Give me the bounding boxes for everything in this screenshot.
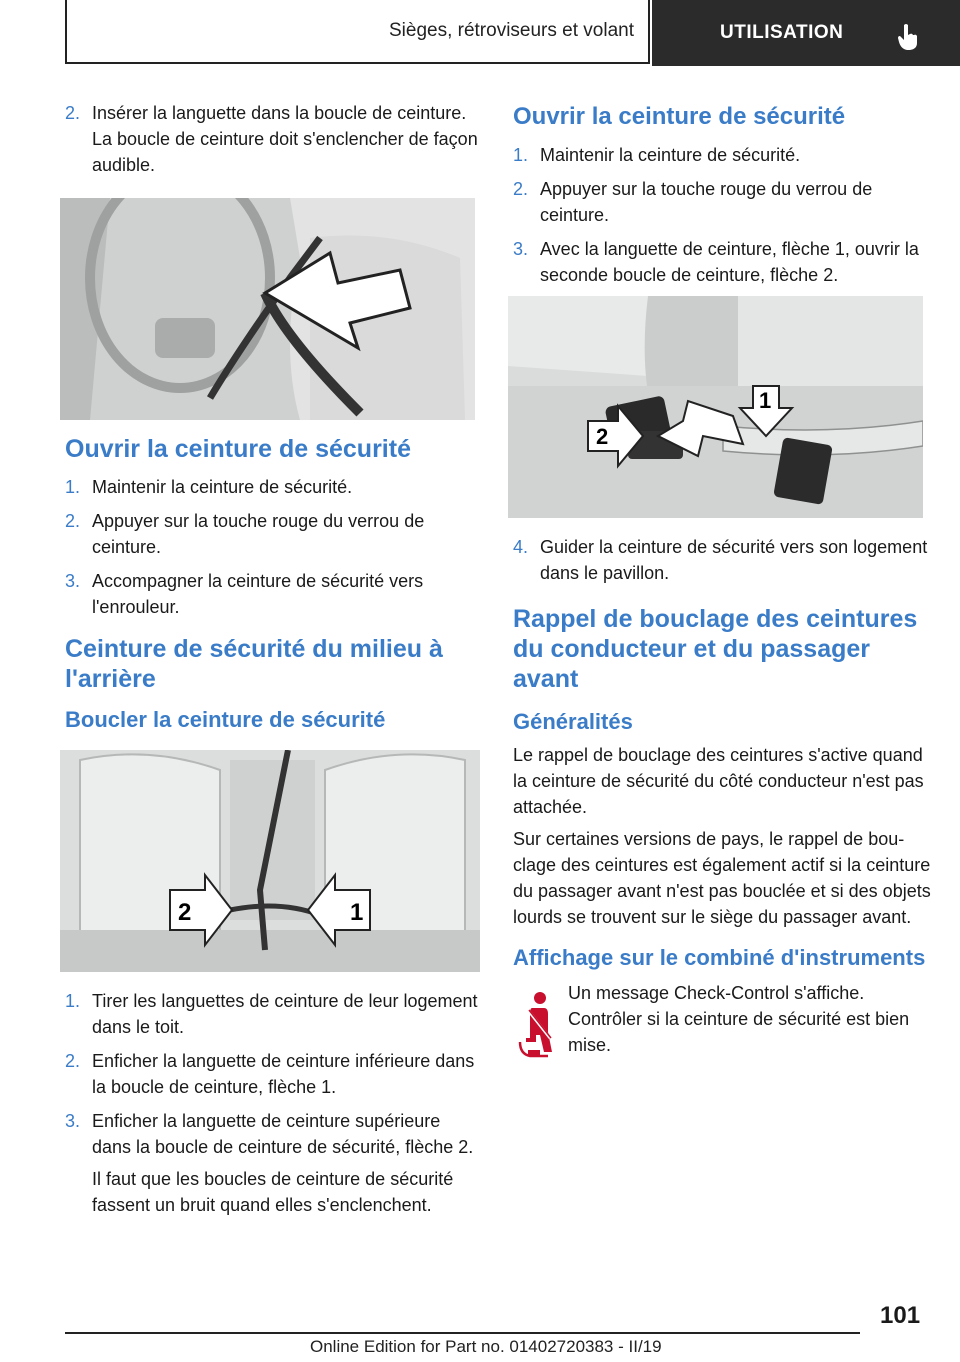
illustration-front-seat [60, 198, 475, 420]
step-text: Enficher la languette de ceinture inférieure dans la boucle de ceinture, flèche 1. [92, 1051, 475, 1097]
step-number: 1. [65, 477, 81, 497]
step-text: Insérer la languette dans la boucle de ceinture. La boucle de ceinture doit s'enclencher de façon audible. [92, 103, 478, 175]
list-item [508, 176, 933, 228]
step-number: 2. [65, 511, 81, 531]
step-number: 1. [65, 991, 81, 1011]
fasten-steps-list [60, 988, 480, 1218]
left-column [60, 100, 480, 1224]
open-steps-list-right [508, 142, 933, 288]
step-text: Avec la languette de ceinture, flèche 1, ouvrir la seconde boucle de ceinture, flèche 2. [540, 239, 919, 285]
step-number: 2. [65, 1051, 81, 1071]
step-text: Enficher la languette de ceinture supérieure dans la boucle de ceinture de sécurité, flèche 2. [92, 1111, 474, 1157]
chapter-tab [652, 0, 960, 66]
step-text: Appuyer sur la touche rouge du verrou de ceinture. [540, 179, 873, 225]
step-text: Guider la ceinture de sécurité vers son logement dans le pavillon. [540, 537, 928, 583]
list-item [60, 1108, 480, 1160]
step-text: Appuyer sur la touche rouge du verrou de ceinture. [92, 511, 425, 557]
heading-open-belt-right: Ouvrir la ceinture de sécurité [513, 103, 846, 130]
general-paragraph-2: Sur certaines versions de pays, le rappel de bouclage des ceintures est également actif si la ceinture du passager avant n'est pas bouclée et si des objets lourds se trouvent sur le siège du passager avant. [513, 829, 931, 927]
photo-rear-seats [60, 750, 480, 972]
illustration-rear-seats [60, 750, 480, 972]
list-item [60, 474, 480, 500]
page-number: 101 [880, 1302, 921, 1329]
step-text: Tirer les languettes de ceinture de leur logement dans le toit. [92, 991, 478, 1037]
right-column [508, 100, 933, 1060]
list-item [508, 236, 933, 288]
heading-open-belt-left: Ouvrir la ceinture de sécurité [65, 435, 411, 463]
step-number: 3. [513, 239, 529, 259]
page-header [0, 0, 960, 66]
step-text: Maintenir la ceinture de sécurité. [540, 145, 801, 165]
step-intro [60, 100, 480, 178]
open-steps-list-left [60, 474, 480, 620]
footer-divider [65, 1332, 860, 1334]
seatbelt-warning-row [508, 980, 933, 1060]
step-text: Maintenir la ceinture de sécurité. [92, 477, 353, 497]
arrow-label-2: 2 [178, 899, 192, 926]
general-paragraph-1: Le rappel de bouclage des ceintures s'active quand la ceinture de sécurité du côté conducteur n'est pas attachée. [513, 745, 924, 817]
heading-general: Généralités [513, 709, 633, 734]
list-item [60, 988, 480, 1040]
step-4 [508, 534, 933, 586]
heading-instrument-display: Affichage sur le combiné d'instruments [513, 945, 926, 970]
list-item [60, 508, 480, 560]
arrow-label-1: 1 [350, 899, 364, 926]
seatbelt-warning-icon [508, 980, 568, 1060]
arrow-label-2: 2 [596, 424, 609, 449]
heading-fasten-belt: Boucler la ceinture de sécurité [65, 707, 386, 732]
step-number: 2. [513, 179, 529, 199]
list-item [60, 568, 480, 620]
arrow-label-1: 1 [759, 388, 772, 413]
photo-buckle-front-seat [60, 198, 475, 420]
step-number: 3. [65, 571, 81, 591]
step-number: 2. [65, 103, 81, 123]
footer-edition: Online Edition for Part no. 01402720383 - II/19 [310, 1337, 662, 1356]
chapter-title: UTILISATION [720, 22, 844, 43]
fasten-note: Il faut que les boucles de ceinture de sécurité fassent un bruit quand elles s'enclenchent. [92, 1169, 454, 1215]
list-item [60, 1048, 480, 1100]
section-title-box [65, 0, 650, 64]
step-text: Accompagner la ceinture de sécurité vers l'enrouleur. [92, 571, 424, 617]
photo-second-buckle [508, 296, 923, 518]
step-number: 3. [65, 1111, 81, 1131]
list-item [508, 142, 933, 168]
step-number: 4. [513, 537, 529, 557]
section-title: Sièges, rétroviseurs et volant [388, 20, 634, 41]
seatbelt-warning-text: Un message Check-Control s'affiche. Contrôler si la ceinture de sécurité est bien mise. [568, 983, 910, 1055]
illustration-second-buckle [508, 296, 923, 518]
step-number: 1. [513, 145, 529, 165]
heading-belt-reminder: Rappel de bouclage des ceintures du conducteur et du passager avant [513, 605, 918, 693]
pointing-hand-icon [896, 23, 920, 51]
heading-rear-middle-belt: Ceinture de sécurité du milieu à l'arrière [65, 635, 443, 693]
